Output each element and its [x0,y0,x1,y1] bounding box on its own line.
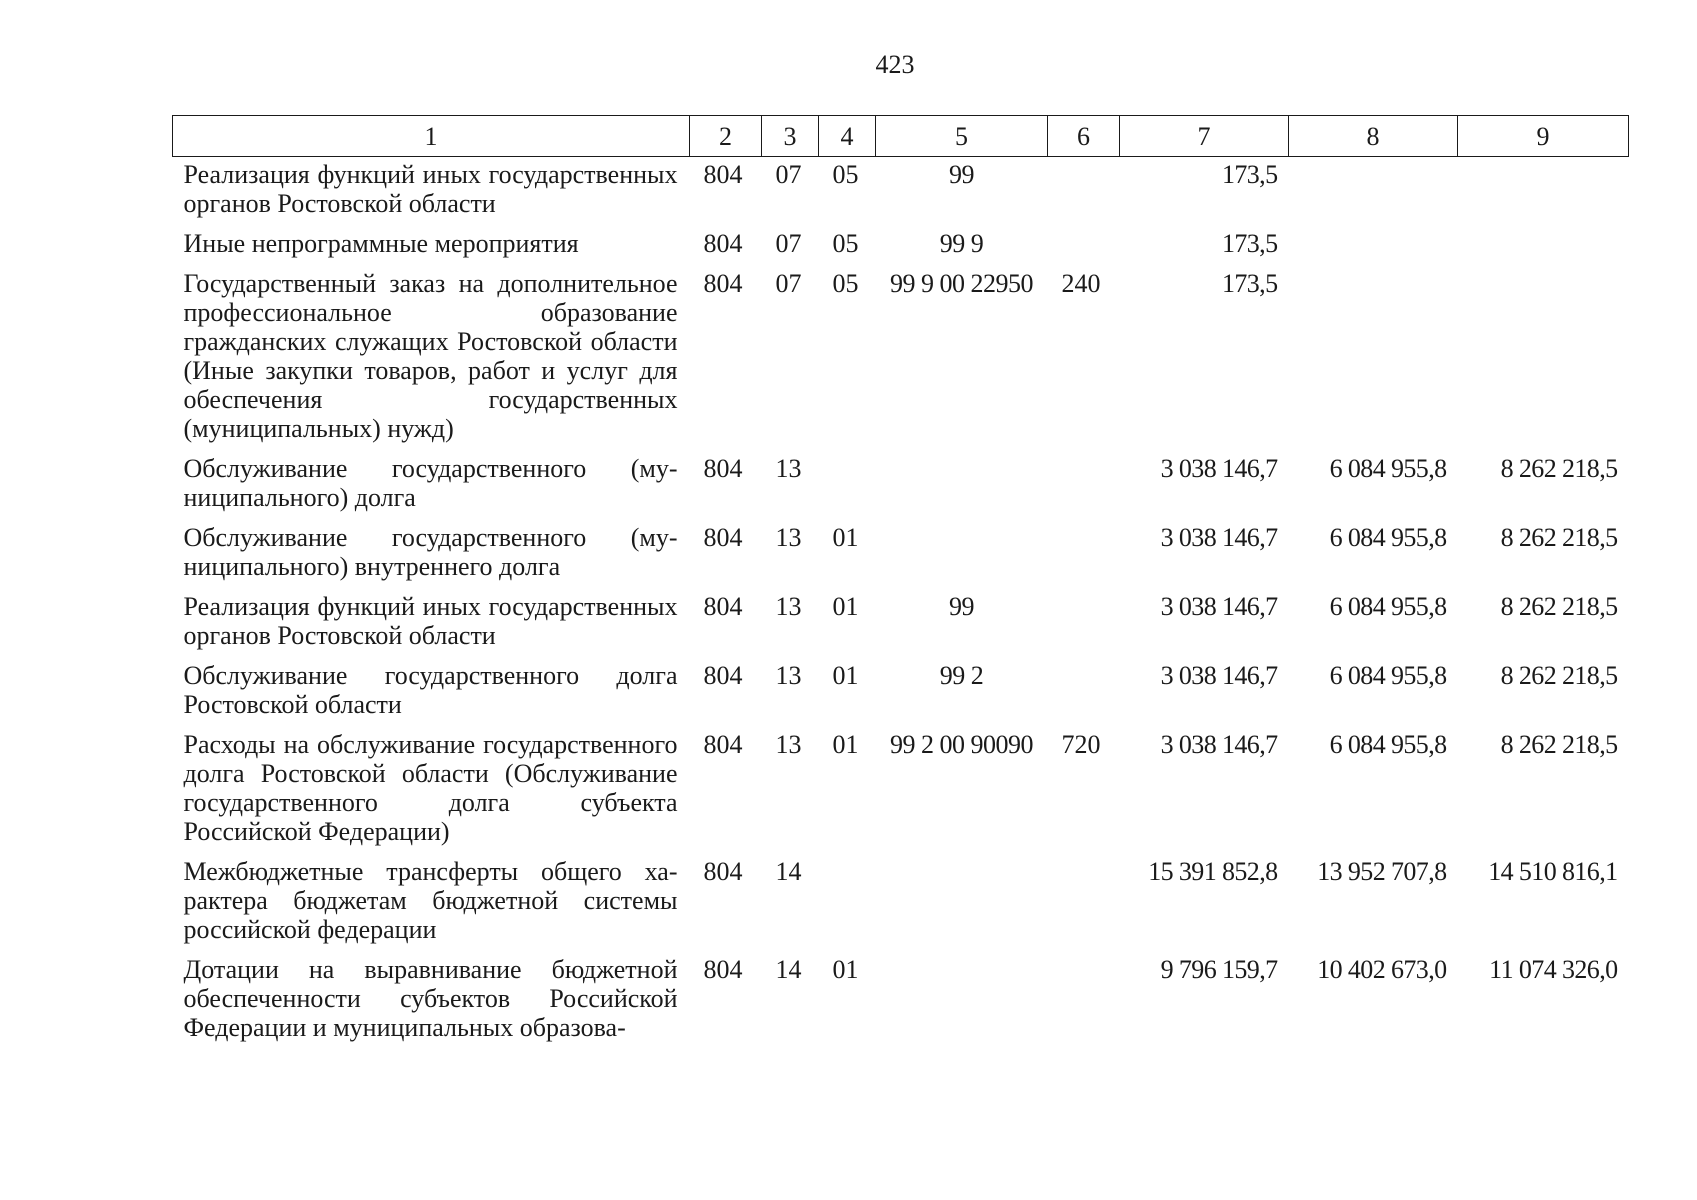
amount-year3-cell [1458,265,1629,450]
row-name-cell: Обслуживание государственного (муниципального) долга [183,454,678,512]
section-code-cell: 13 [775,592,802,621]
ministry-code-cell: 804 [703,160,743,189]
ministry-code-cell: 804 [703,592,743,621]
subsection-code-cell: 01 [832,523,859,552]
amount-year2-cell [1289,225,1458,265]
section-code-cell: 13 [775,454,802,483]
column-header: 7 [1120,116,1289,157]
row-name-cell: Реализация функций иных государственных органов Ростовской области [183,160,678,218]
column-header: 2 [690,116,762,157]
table-row [173,225,1629,265]
amount-year3-cell: 8 262 218,5 [1500,454,1618,483]
header-row [173,116,1629,157]
column-header: 1 [173,116,690,157]
table-row [173,519,1629,588]
amount-year1-cell: 9 796 159,7 [1160,955,1278,984]
table-row [173,157,1629,226]
ministry-code-cell: 804 [703,857,743,886]
amount-year3-cell: 8 262 218,5 [1500,523,1618,552]
amount-year2-cell: 6 084 955,8 [1329,661,1447,690]
column-header: 9 [1458,116,1629,157]
target-article-cell: 99 9 00 22950 [890,269,1033,298]
subsection-code-cell [819,853,876,951]
column-header: 4 [819,116,876,157]
table-row [173,588,1629,657]
ministry-code-cell: 804 [703,523,743,552]
expense-type-cell [1048,157,1120,226]
target-article-cell [876,951,1048,1049]
section-code-cell: 07 [775,269,802,298]
subsection-code-cell: 05 [832,160,859,189]
amount-year2-cell: 6 084 955,8 [1329,454,1447,483]
ministry-code-cell: 804 [703,661,743,690]
amount-year2-cell: 13 952 707,8 [1317,857,1447,886]
ministry-code-cell: 804 [703,269,743,298]
section-code-cell: 13 [775,730,802,759]
target-article-cell: 99 [949,160,974,189]
target-article-cell [876,519,1048,588]
row-name-cell: Государственный заказ на дополнительное профессиональное образование гражданских служащих Ростовской области (Иные закупки товаров, работ и услуг для обеспечения государственных (муниципальных) нужд) [183,269,678,443]
target-article-cell: 99 2 [939,661,984,690]
target-article-cell: 99 9 [939,229,984,258]
expense-type-cell: 720 [1061,730,1101,759]
table-row [173,657,1629,726]
subsection-code-cell: 01 [832,592,859,621]
table-row [173,726,1629,853]
target-article-cell: 99 [949,592,974,621]
amount-year2-cell: 6 084 955,8 [1329,523,1447,552]
amount-year1-cell: 173,5 [1221,160,1278,189]
amount-year3-cell: 8 262 218,5 [1500,661,1618,690]
expense-type-cell [1048,657,1120,726]
target-article-cell [876,853,1048,951]
section-code-cell: 14 [775,857,802,886]
page-number: 423 [875,50,915,79]
amount-year1-cell: 3 038 146,7 [1160,454,1278,483]
section-code-cell: 14 [775,955,802,984]
target-article-cell: 99 2 00 90090 [890,730,1033,759]
budget-table [172,115,1629,1049]
subsection-code-cell: 01 [832,661,859,690]
amount-year2-cell [1289,157,1458,226]
subsection-code-cell: 01 [832,955,859,984]
table-row [173,853,1629,951]
table-header [173,116,1629,157]
amount-year1-cell: 3 038 146,7 [1160,523,1278,552]
table-row [173,265,1629,450]
amount-year1-cell: 3 038 146,7 [1160,661,1278,690]
expense-type-cell [1048,225,1120,265]
ministry-code-cell: 804 [703,955,743,984]
expense-type-cell [1048,519,1120,588]
expense-type-cell [1048,951,1120,1049]
column-header: 5 [876,116,1048,157]
subsection-code-cell: 01 [832,730,859,759]
subsection-code-cell: 05 [832,229,859,258]
column-header: 6 [1048,116,1120,157]
section-code-cell: 07 [775,160,802,189]
amount-year3-cell [1458,157,1629,226]
row-name-cell: Обслуживание государственного (муниципального) внутреннего долга [183,523,678,581]
section-code-cell: 13 [775,523,802,552]
amount-year3-cell: 8 262 218,5 [1500,730,1618,759]
amount-year2-cell [1289,265,1458,450]
amount-year2-cell: 10 402 673,0 [1317,955,1447,984]
amount-year2-cell: 6 084 955,8 [1329,592,1447,621]
row-name-cell: Расходы на обслуживание государственного долга Ростовской области (Обслуживание государственного долга субъекта Российской Федерации) [183,730,678,846]
row-name-cell: Реализация функций иных государственных органов Ростовской области [183,592,678,650]
section-code-cell: 07 [775,229,802,258]
subsection-code-cell: 05 [832,269,859,298]
ministry-code-cell: 804 [703,730,743,759]
expense-type-cell [1048,853,1120,951]
amount-year1-cell: 3 038 146,7 [1160,730,1278,759]
subsection-code-cell [819,450,876,519]
table-row [173,450,1629,519]
target-article-cell [876,450,1048,519]
amount-year1-cell: 15 391 852,8 [1148,857,1278,886]
amount-year3-cell: 11 074 326,0 [1489,955,1618,984]
column-header: 3 [762,116,819,157]
expense-type-cell [1048,588,1120,657]
expense-type-cell [1048,450,1120,519]
section-code-cell: 13 [775,661,802,690]
amount-year2-cell: 6 084 955,8 [1329,730,1447,759]
amount-year3-cell [1458,225,1629,265]
amount-year3-cell: 8 262 218,5 [1500,592,1618,621]
row-name-cell: Обслуживание государственного долга Ростовской области [183,661,678,719]
table-row [173,951,1629,1049]
table-body [173,157,1629,1050]
row-name-cell: Дотации на выравнивание бюджетной обеспеченности субъектов Российской Федерации и муниципальных образова- [183,955,678,1042]
amount-year3-cell: 14 510 816,1 [1488,857,1618,886]
row-name-cell: Межбюджетные трансферты общего характера бюджетам бюджетной системы российской федерации [183,857,678,944]
amount-year1-cell: 3 038 146,7 [1160,592,1278,621]
expense-type-cell: 240 [1061,269,1101,298]
row-name-cell: Иные непрограммные мероприятия [183,229,579,258]
ministry-code-cell: 804 [703,454,743,483]
ministry-code-cell: 804 [703,229,743,258]
column-header: 8 [1289,116,1458,157]
amount-year1-cell: 173,5 [1221,229,1278,258]
amount-year1-cell: 173,5 [1221,269,1278,298]
